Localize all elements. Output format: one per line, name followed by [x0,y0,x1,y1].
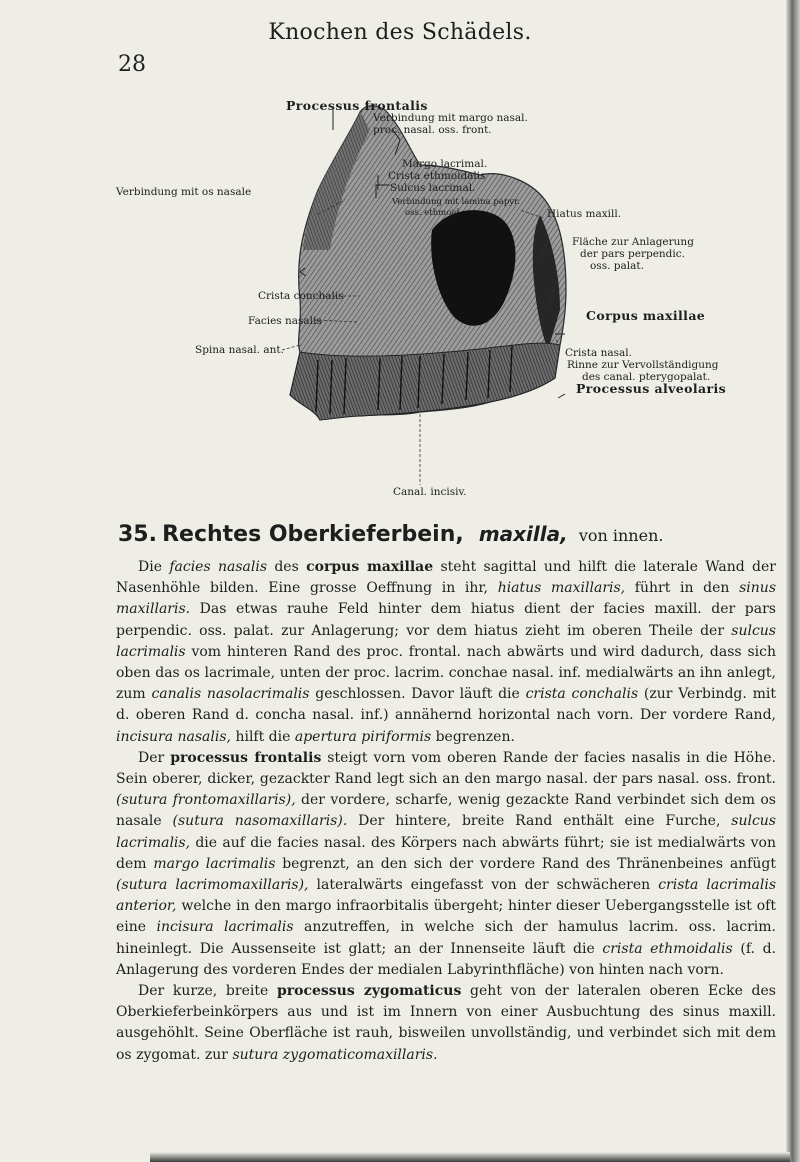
heading-term: corpus maxillae [306,559,434,575]
text-run: die auf die facies nasal. des Körpers nach abwärts führt; sie ist medialwärts von dem [116,834,776,872]
text-run: Die [138,559,170,575]
label-flaeche: Fläche zur Anlagerung [572,236,694,248]
text-run: geschlossen. Davor läuft die [309,686,526,703]
running-head: Knochen des Schädels. [268,20,532,45]
text-run: der vordere, scharfe, wenig gezackte Rand verbindet sich dem os nasale [116,792,776,830]
label-canal-incisiv: Canal. incisiv. [393,486,467,498]
text-run: steigt vorn vom oberen Rande der facies nasalis in die Höhe. Sein oberer, dicker, gezackter Rand legt sich an den margo nasal. der pars nasal. oss. front. [116,749,776,788]
term: sinus maxillaris. [116,580,777,618]
caption-latin: maxilla, [478,522,568,546]
label-crista-nasal: Crista nasal. [565,347,632,359]
caption-title: Rechtes Oberkieferbein, [162,522,464,547]
term: canalis nasolacrimalis [151,686,310,703]
label-crista-conchalis: Crista conchalis [258,290,344,302]
label-sulcus-lacrimal: Sulcus lacrimal. [390,182,476,194]
text-run: begrenzen. [431,728,515,745]
paragraph-facies-nasalis [116,557,776,748]
paragraph-processus-zygomaticus [116,981,776,1066]
term: (sutura frontomaxillaris), [116,792,296,809]
term: facies nasalis [169,559,268,575]
label-verbindung-papyr: Verbindung mit lamina papyr. [392,197,520,207]
label-verbindung-nasal-2: proc. nasal. oss. front. [373,124,492,136]
text-run: Der [138,749,171,766]
term: apertura piriformis [294,728,432,745]
label-rinne-2: des canal. pterygopalat. [582,371,711,383]
label-margo-lacrimal: Margo lacrimal. [402,158,488,170]
term: margo lacrimalis [153,855,276,872]
term: crista conchalis [525,686,639,703]
page-bottom-shadow [150,1152,790,1162]
figure-caption [118,522,663,547]
heading-term: processus frontalis [170,749,322,766]
caption-tail: von innen. [578,526,664,545]
paragraph-processus-frontalis [116,748,776,981]
term: crista ethmoidalis [602,940,733,957]
maxilla-drawing [0,0,800,520]
body-text [116,557,776,1066]
term: incisura nasalis, [116,728,231,745]
label-verbindung-nasal: Verbindung mit margo nasal. [373,112,528,124]
label-rinne: Rinne zur Vervollständigung [567,359,719,371]
text-run: Das etwas rauhe Feld hinter dem hiatus dient der facies maxill. der pars perpendic. oss. palat. zur Anlagerung; vor dem hiatus zieht im oberen Theile der [116,601,776,639]
label-processus-frontalis: Processus frontalis [286,98,428,113]
text-run: des [267,559,307,575]
term: (sutura nasomaxillaris). [172,813,348,830]
label-corpus-maxillae: Corpus maxillae [586,308,706,323]
term: sulcus lacrimalis, [116,813,776,851]
text-run: vom hinteren Rand des proc. frontal. nach abwärts und wird dadurch, dass sich oben das os lacrimale, unten der proc. lacrim. conchae nasal. inf. medialwärts an ihn anlegt, zum [116,643,776,703]
text-run: welche in den margo infraorbitalis übergeht; hinter dieser Uebergangsstelle ist oft eine [116,898,776,936]
term: incisura lacrimalis [156,919,294,936]
text-run: hilft die [231,728,295,745]
text-run: steht sagittal und hilft die laterale Wand der Nasenhöhle bilden. Eine grosse Oeffnung in ihr, [116,559,776,597]
label-facies-nasalis: Facies nasalis [248,315,322,327]
page-number: 28 [118,52,146,77]
text-run: begrenzt, an den sich der vordere Rand des Thränenbeines anfügt [275,855,776,872]
caption-number: 35. [118,522,157,547]
heading-term: processus zygomaticus [276,983,462,1000]
maxilla-illustration [0,0,800,520]
term: crista lacrimalis anterior, [116,877,777,915]
text-run: geht von der lateralen oberen Ecke des Oberkieferbeinkörpers aus und ist im Innern von einer Ausbuchtung des sinus maxill. ausgehöhlt. Seine Oberfläche ist rauh, bisweilen unvollständig, und verbindet sich mit dem os zygomat. zur [116,983,776,1063]
text-run: Der kurze, breite [138,983,277,1000]
label-flaeche-2: der pars perpendic. [580,248,685,260]
label-spina-nasal-ant: Spina nasal. ant. [195,344,284,356]
text-run: führt in den [625,580,740,597]
label-hiatus-maxill: Hiatus maxill. [547,208,622,220]
text-run: anzutreffen, in welche sich der hamulus lacrim. oss. lacrim. hineinlegt. Die Aussenseite ist glatt; an der Innenseite läuft die [116,919,777,957]
term: (sutura lacrimomaxillaris), [116,877,309,894]
text-run: (f. d. Anlagerung des vorderen Endes der medialen Labyrinthfläche) von hinten nach vorn. [116,940,776,978]
label-flaeche-3: oss. palat. [590,260,644,272]
label-crista-ethmoidalis: Crista ethmoidalis [388,170,486,182]
term: sutura zygomaticomaxillaris. [232,1046,438,1063]
text-run: Der hintere, breite Rand enthält eine Furche, [347,813,732,830]
term: sulcus lacrimalis [116,622,776,660]
text-run: (zur Verbindg. mit d. oberen Rand d. concha nasal. inf.) annähernd horizontal nach vorn. Der vordere Rand, [116,686,776,724]
label-verbindung-papyr-2: oss. ethmoid. [405,208,463,218]
term: hiatus maxillaris, [497,580,626,597]
text-run: lateralwärts eingefasst von der schwächeren [308,877,659,894]
label-verbindung-os-nasale: Verbindung mit os nasale [116,186,252,198]
label-processus-alveolaris: Processus alveolaris [576,381,727,396]
